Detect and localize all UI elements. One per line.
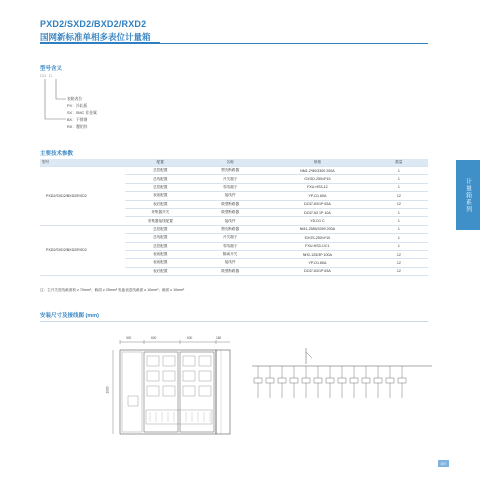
- model-meaning-line: BX：不锈钢: [67, 118, 88, 122]
- table-cell: 总控配置: [125, 167, 195, 175]
- table-cell: 微型断路器: [195, 267, 265, 275]
- product-model-title: PXD2/SXD2/BXD2/RXD2: [40, 19, 147, 29]
- table-cell: 总控配置: [125, 225, 195, 233]
- table-cell: 总控配置: [125, 242, 195, 250]
- table-cell: 12: [370, 200, 428, 208]
- table-cell: 接线件: [195, 259, 265, 267]
- dim-depth: 180: [216, 336, 222, 340]
- table-cell: 开关端子: [195, 175, 265, 183]
- table-cell: 开关端子: [195, 234, 265, 242]
- dim-height: 1000: [105, 386, 110, 394]
- dimension-divider: [40, 321, 428, 322]
- table-cell: GXGD-250/4*15: [265, 175, 370, 183]
- table-row: [40, 225, 428, 233]
- table-cell: 微型断路器: [195, 208, 265, 216]
- cabinet-side-drawing: [212, 338, 234, 438]
- group-model-cell: PXD2/SXD2/BXD2/RXD2: [40, 167, 125, 226]
- table-cell: 1: [370, 242, 428, 250]
- model-meaning-line: SX：SMC 非金属: [67, 111, 97, 115]
- table-cell: 1: [370, 234, 428, 242]
- dimension-section-title: 安装尺寸及接线图 (mm): [40, 313, 99, 319]
- table-cell: 接线件: [195, 217, 265, 225]
- table-cell: 隔离开关: [195, 250, 265, 258]
- col-header: 配置: [125, 159, 195, 167]
- col-header: 规格: [265, 159, 370, 167]
- table-cell: 采集器开关: [125, 208, 195, 216]
- page-number: 007: [438, 460, 449, 467]
- col-header: 型号: [40, 159, 125, 167]
- table-cell: 采集器接线配置: [125, 217, 195, 225]
- table-row: [40, 167, 428, 175]
- table-cell: 表后配置: [125, 267, 195, 275]
- table-cell: YP-D1.60A: [265, 192, 370, 200]
- table-cell: YD-D1 C: [265, 217, 370, 225]
- model-meaning-list: [67, 96, 97, 131]
- model-section-title: 型号含义: [40, 66, 63, 72]
- col-header: 数量: [370, 159, 428, 167]
- col-header: 名称: [195, 159, 265, 167]
- product-subtitle: 国网新标准单相多表位计量箱: [40, 32, 151, 42]
- table-cell: 12: [370, 267, 428, 275]
- table-cell: 1: [370, 167, 428, 175]
- spec-table-header: [40, 159, 428, 167]
- table-cell: 12: [370, 250, 428, 258]
- table-cell: 12: [370, 259, 428, 267]
- title-divider: [40, 43, 428, 44]
- table-cell: DZ47-63 1P 10A: [265, 208, 370, 216]
- model-meaning-line: PX：冷轧板: [67, 104, 88, 108]
- table-cell: 接线件: [195, 192, 265, 200]
- table-cell: DZ47-63/1P 63A: [265, 267, 370, 275]
- table-cell: NM1-2*80/3300 200A: [265, 167, 370, 175]
- table-cell: 总线配置: [125, 175, 195, 183]
- table-cell: 1: [370, 175, 428, 183]
- wiring-diagram: [248, 344, 438, 414]
- table-cell: 1: [370, 225, 428, 233]
- table-cell: NM1-2585/3399 200A: [265, 225, 370, 233]
- table-cell: 零线端子: [195, 183, 265, 191]
- table-cell: FXU-HS3-12: [265, 183, 370, 191]
- dim-width-3: 600: [187, 336, 193, 340]
- table-cell: YP-D1.60A: [265, 259, 370, 267]
- table-cell: 零线端子: [195, 242, 265, 250]
- table-cell: 1: [370, 217, 428, 225]
- table-cell: NH2-125/3P 100A: [265, 250, 370, 258]
- table-cell: 表后配置: [125, 200, 195, 208]
- table-cell: 1: [370, 208, 428, 216]
- table-cell: 塑壳断路器: [195, 167, 265, 175]
- table-cell: 表前配置: [125, 250, 195, 258]
- dim-width-1: 300: [126, 336, 132, 340]
- model-code-boxes: □□ □: [40, 73, 53, 78]
- table-cell: 表前配置: [125, 259, 195, 267]
- table-cell: 12: [370, 192, 428, 200]
- table-cell: 微型断路器: [195, 200, 265, 208]
- table-cell: 总控配置: [125, 183, 195, 191]
- spec-note: 注：主开关进线截面积 ≥ 70mm²；截面 ≥ 25mm² 电能表进线截面 ≥ 10mm²；截面 ≥ 10mm²: [40, 288, 185, 292]
- table-cell: DZ47-63/1P 63A: [265, 200, 370, 208]
- table-cell: 1: [370, 183, 428, 191]
- dim-width-2: 600: [151, 336, 157, 340]
- table-cell: 塑壳断路器: [195, 225, 265, 233]
- model-meaning-line: 表箱表位: [67, 97, 83, 101]
- table-cell: 表前配置: [125, 192, 195, 200]
- model-meaning-line: RX：覆铝锌: [67, 125, 88, 129]
- table-cell: FXU-HS3-1/C1: [265, 242, 370, 250]
- table-cell: 总线配置: [125, 234, 195, 242]
- group-model-cell: PXD2/SXD2/BXD2/RXD2: [40, 225, 125, 275]
- category-side-tab: 计量箱系列: [456, 160, 480, 230]
- table-cell: EXGS-250/4*10: [265, 234, 370, 242]
- spec-section-title: 主要技术参数: [40, 151, 74, 157]
- spec-table: [40, 159, 428, 276]
